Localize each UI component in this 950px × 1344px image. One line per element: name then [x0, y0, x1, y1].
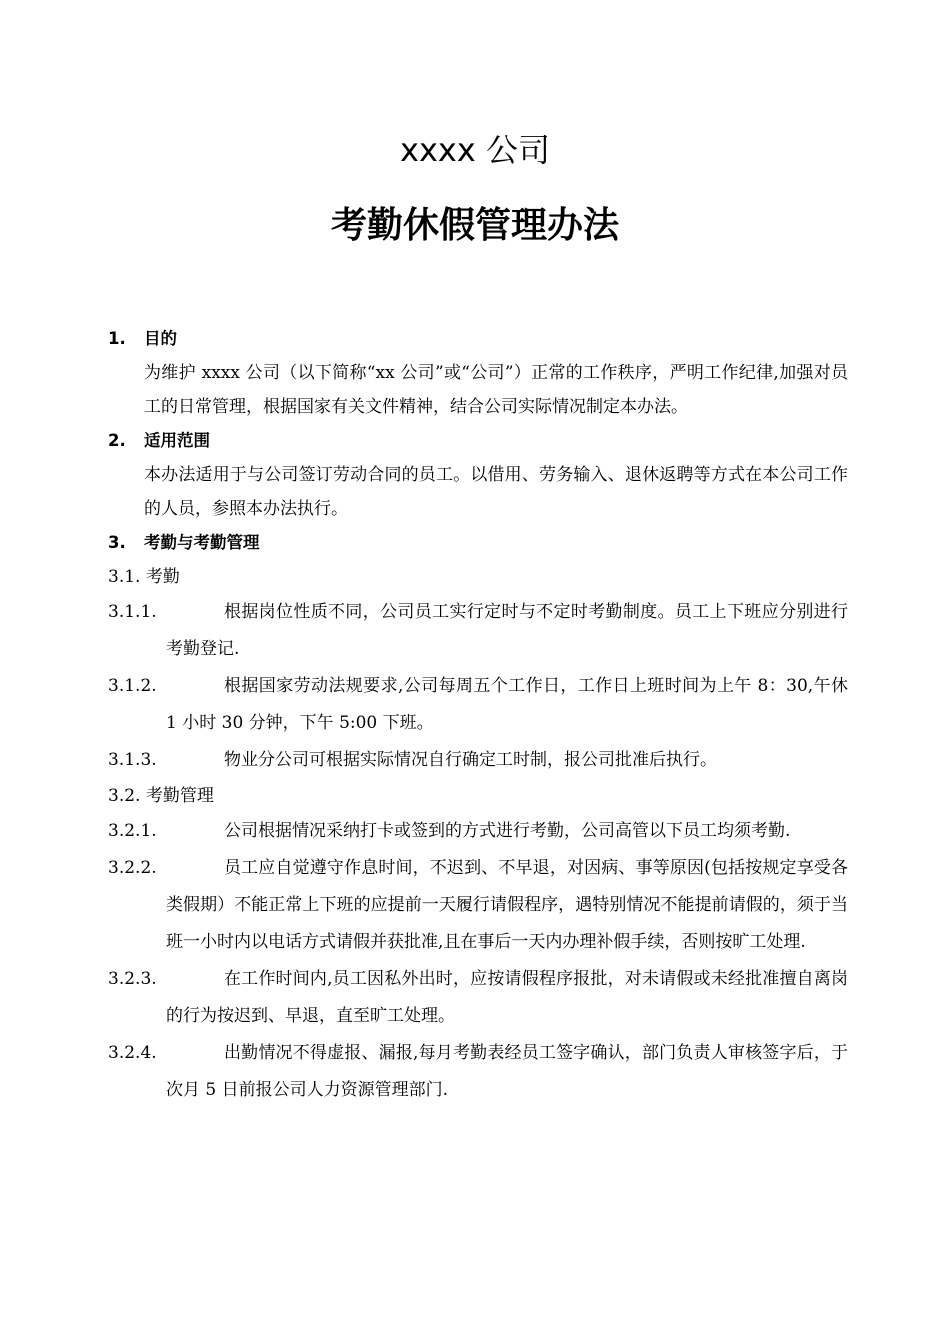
- clause-item: [108, 1035, 848, 1109]
- clause-number: 3.2.4.: [108, 1043, 157, 1063]
- clause-text: 公司根据情况采纳打卡或签到的方式进行考勤，公司高管以下员工均须考勤.: [224, 821, 791, 841]
- section-title: 适用范围: [144, 431, 210, 450]
- subsection-heading: 3.2. 考勤管理: [108, 786, 214, 806]
- clause-item: [108, 594, 848, 668]
- clause-item: [108, 668, 848, 742]
- company-name: xxxx 公司: [400, 131, 550, 169]
- section-heading: [108, 424, 848, 458]
- clause-number: 3.2.1.: [108, 821, 157, 841]
- clause-item: [108, 742, 848, 779]
- section-number: 1.: [108, 329, 126, 348]
- clause-item: [108, 850, 848, 961]
- paragraph-text: 本办法适用于与公司签订劳动合同的员工。以借用、劳务输入、退休返聘等方式在本公司工作的人员，参照本办法执行。: [144, 465, 848, 519]
- document-body: [108, 322, 848, 1109]
- clause-text: 物业分公司可根据实际情况自行确定工时制，报公司批准后执行。: [224, 750, 717, 770]
- section-title: 目的: [144, 329, 177, 348]
- clause-number: 3.1.1.: [108, 602, 157, 622]
- section-number: 2.: [108, 431, 126, 450]
- clause-text: 根据国家劳动法规要求,公司每周五个工作日，工作日上班时间为上午 8：30,午休 1 小时 30 分钟，下午 5:00 下班。: [166, 676, 848, 733]
- clause-text: 根据岗位性质不同，公司员工实行定时与不定时考勤制度。员工上下班应分别进行考勤登记.: [166, 602, 848, 659]
- clause-number: 3.1.3.: [108, 750, 157, 770]
- section-title: 考勤与考勤管理: [144, 533, 260, 552]
- section-heading: [108, 322, 848, 356]
- clause-number: 3.1.2.: [108, 676, 157, 696]
- clause-number: 3.2.3.: [108, 969, 157, 989]
- section-number: 3.: [108, 533, 126, 552]
- section-paragraph: [108, 458, 848, 526]
- paragraph-text: 为维护 xxxx 公司（以下简称“xx 公司”或“公司”）正常的工作秩序，严明工作纪律,加强对员工的日常管理，根据国家有关文件精神，结合公司实际情况制定本办法。: [144, 363, 848, 417]
- subsection-heading: 3.1. 考勤: [108, 567, 180, 587]
- clause-text: 在工作时间内,员工因私外出时，应按请假程序报批，对未请假或未经批准擅自离岗的行为按迟到、早退，直至旷工处理。: [166, 969, 848, 1026]
- clause-text: 出勤情况不得虚报、漏报,每月考勤表经员工签字确认，部门负责人审核签字后，于次月 5 日前报公司人力资源管理部门.: [166, 1043, 848, 1100]
- clause-item: [108, 813, 848, 850]
- clause-number: 3.2.2.: [108, 858, 157, 878]
- document-title: 考勤休假管理办法: [330, 205, 619, 246]
- section-paragraph: [108, 356, 848, 424]
- section-heading: [108, 526, 848, 560]
- clause-text: 员工应自觉遵守作息时间，不迟到、不早退，对因病、事等原因(包括按规定享受各类假期）不能正常上下班的应提前一天履行请假程序，遇特别情况不能提前请假的，须于当班一小时内以电话方式请假并获批准,且在事后一天内办理补假手续，否则按旷工处理.: [166, 858, 848, 952]
- clause-item: [108, 961, 848, 1035]
